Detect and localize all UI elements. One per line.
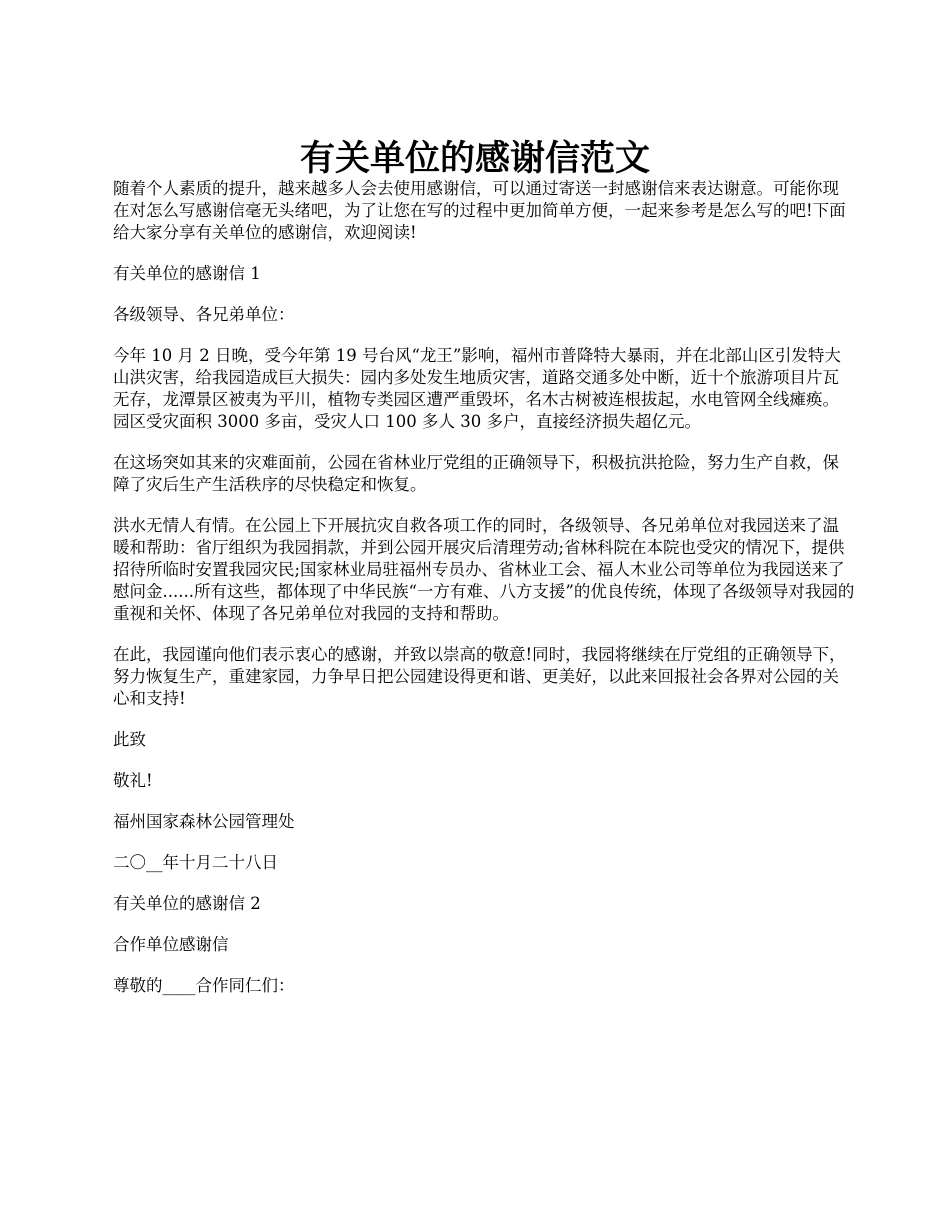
letter-2-title: 合作单位感谢信 xyxy=(113,935,229,954)
letter-1-salutation: 各级领导、各兄弟单位： xyxy=(113,305,295,324)
letter-1-date: 二〇__年十月二十八日 xyxy=(113,853,278,872)
letter-1-heading: 有关单位的感谢信 1 xyxy=(113,264,261,283)
letter-1-salute: 敬礼! xyxy=(113,771,153,790)
intro-paragraph: 随着个人素质的提升，越来越多人会去使用感谢信，可以通过寄送一封感谢信来表达谢意。可能你现在对怎么写感谢信毫无头绪吧，为了让您在写的过程中更加简单方便，一起来参考是怎么写的吧!下面给大家分享有关单位的感谢信，欢迎阅读! xyxy=(113,179,846,242)
letter-1-signature: 福州国家森林公园管理处 xyxy=(113,812,295,831)
letter-1-closing: 此致 xyxy=(113,730,146,749)
document-title: 有关单位的感谢信范文 xyxy=(299,138,650,180)
letter-1-paragraph-recovery: 在这场突如其来的灾难面前，公园在省林业厅党组的正确领导下，积极抗洪抢险，努力生产自救，保障了灾后生产生活秩序的尽快稳定和恢复。 xyxy=(113,453,839,494)
letter-2-heading: 有关单位的感谢信 2 xyxy=(113,894,261,913)
letter-2-salutation: 尊敬的____合作同仁们： xyxy=(113,976,295,995)
document-body xyxy=(113,178,855,1016)
letter-1-paragraph-disaster: 今年 10 月 2 日晚，受今年第 19 号台风“龙王”影响，福州市普降特大暴雨，并在北部山区引发特大山洪灾害，给我园造成巨大损失：园内多处发生地质灾害，道路交通多处中断，近十个旅游项目片瓦无存，龙潭景区被夷为平川，植物专类园区遭严重毁坏，名木古树被连根拔起，水电管网全线瘫痪。园区受灾面积 3000 多亩，受灾人口 100 多人 30 多户，直接经济损失超亿元。 xyxy=(113,346,841,431)
letter-1-paragraph-help: 洪水无情人有情。在公园上下开展抗灾自救各项工作的同时，各级领导、各兄弟单位对我园送来了温暖和帮助：省厅组织为我园捐款，并到公园开展灾后清理劳动;省林科院在本院也受灾的情况下，提供招待所临时安置我园灾民;国家林业局驻福州专员办、省林业工会、福人木业公司等单位为我园送来了慰问金......所有这些，都体现了中华民族“一方有难、八方支援”的优良传统，体现了各级领导对我园的重视和关怀、体现了各兄弟单位对我园的支持和帮助。 xyxy=(113,516,855,623)
letter-1-paragraph-thanks: 在此，我园谨向他们表示衷心的感谢，并致以崇高的敬意!同时，我园将继续在厅党组的正确领导下，努力恢复生产，重建家园，力争早日把公园建设得更和谐、更美好，以此来回报社会各界对公园的关心和支持! xyxy=(113,645,846,708)
